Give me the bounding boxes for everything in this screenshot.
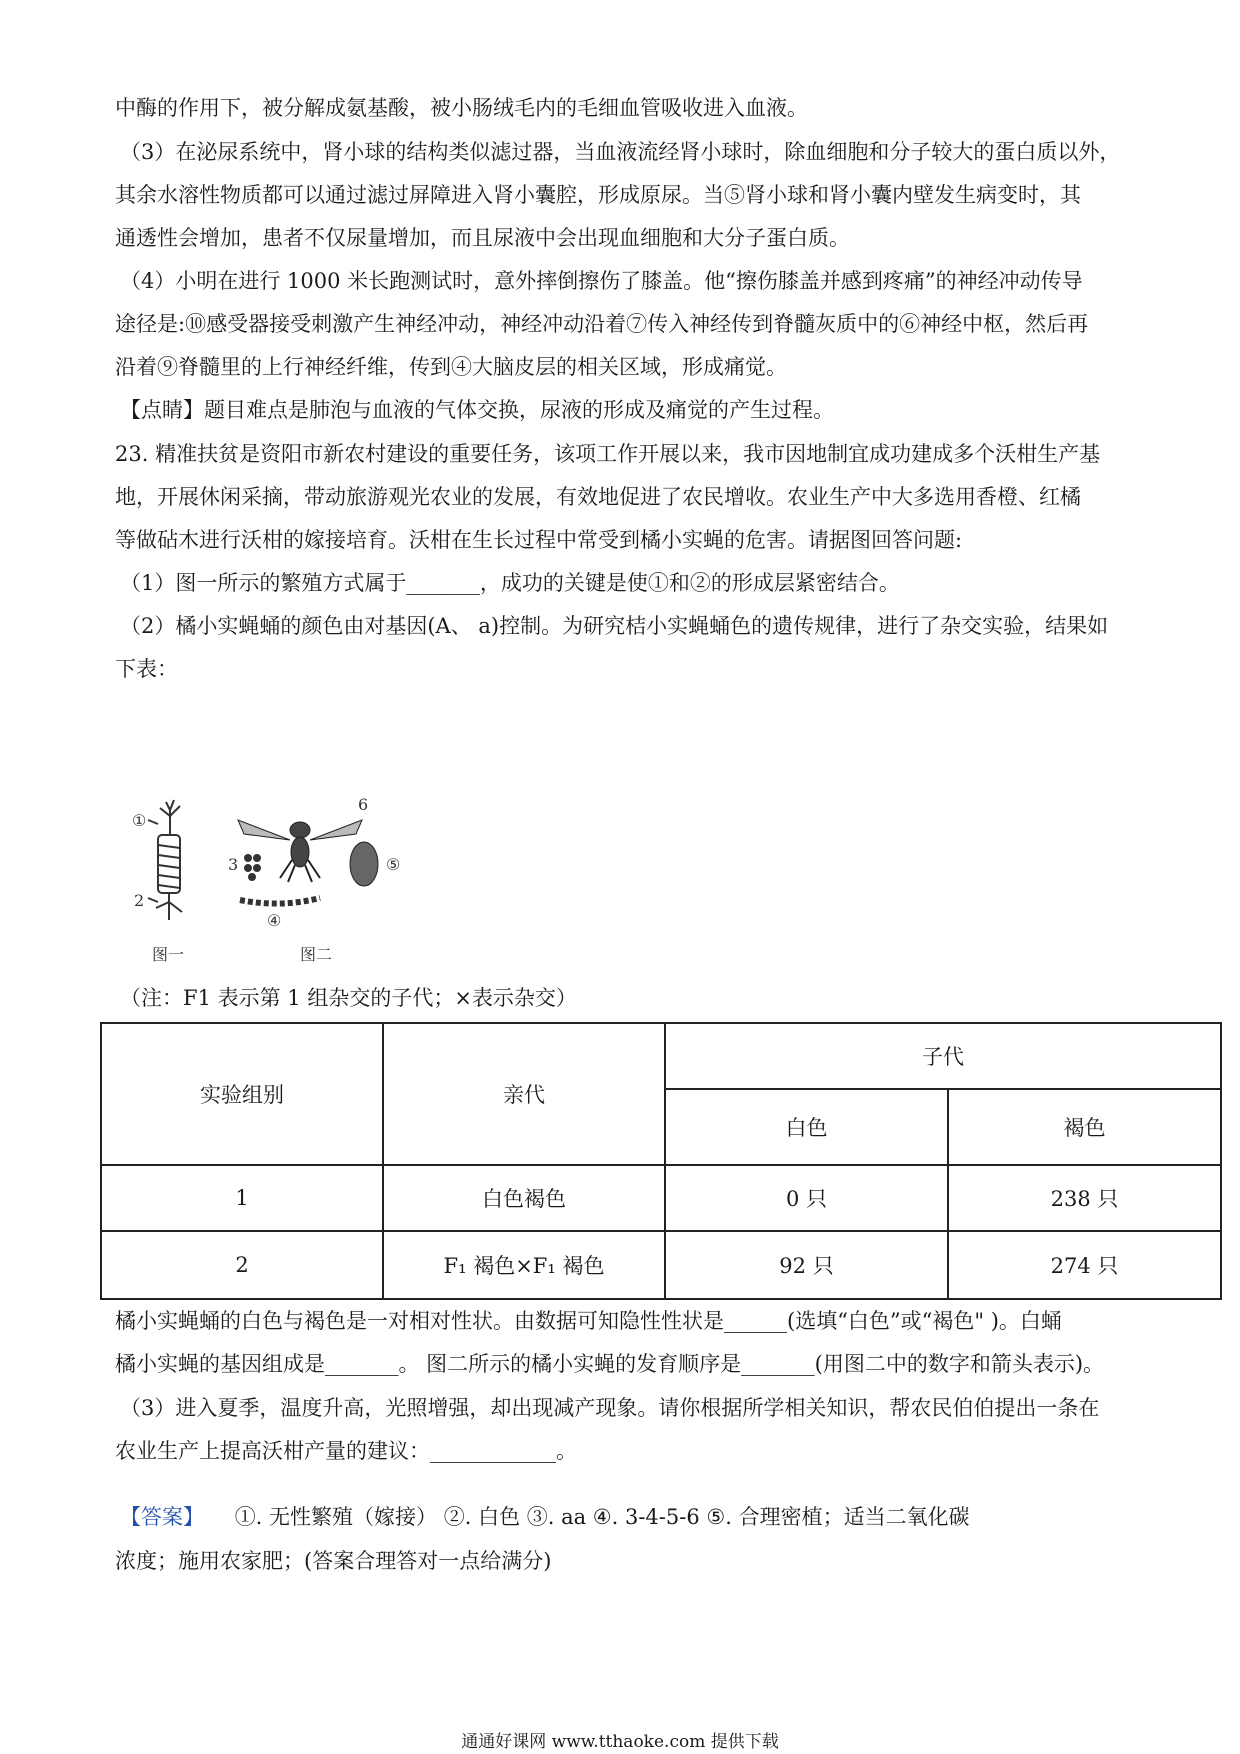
cell-white: 0 只 <box>665 1165 948 1231</box>
paragraph-line: 通透性会增加，患者不仅尿量增加，而且尿液中会出现血细胞和大分子蛋白质。 <box>115 226 850 250</box>
grafting-drawing <box>148 800 182 920</box>
header-offspring: 子代 <box>665 1023 1221 1089</box>
pupa-drawing <box>350 842 378 886</box>
figure-mark: 2 <box>134 891 145 910</box>
figure-mark: 3 <box>228 855 239 874</box>
page-footer: 通通好课网 www.tthaoke.com 提供下载 <box>461 1732 779 1752</box>
question-line: （1）图一所示的繁殖方式属于_______，成功的关键是使①和②的形成层紧密结合。 <box>120 571 900 595</box>
paragraph-line: 中酶的作用下，被分解成氨基酸，被小肠绒毛内的毛细血管吸收进入血液。 <box>115 96 808 120</box>
figure-illustration <box>130 790 420 940</box>
figure-mark: ④ <box>267 911 282 930</box>
paragraph-line: （4）小明在进行 1000 米长跑测试时，意外摔倒擦伤了膝盖。他“擦伤膝盖并感到疼痛”的神经冲动传导 <box>120 269 1083 293</box>
paragraph-line: 途径是:⑩感受器接受刺激产生神经冲动，神经冲动沿着⑦传入神经传到脊髓灰质中的⑥神经中枢，然后再 <box>115 312 1089 336</box>
paragraph-line: 沿着⑨脊髓里的上行神经纤维，传到④大脑皮层的相关区域，形成痛觉。 <box>115 355 787 379</box>
question-line: 等做砧木进行沃柑的嫁接培育。沃柑在生长过程中常受到橘小实蝇的危害。请据图回答问题: <box>115 528 963 552</box>
figure-mark: ① <box>132 811 147 830</box>
question-line: 农业生产上提高沃柑产量的建议：____________。 <box>115 1439 577 1463</box>
fly-drawing <box>238 820 362 882</box>
answer-label: 【答案】 <box>120 1505 204 1529</box>
answer-line <box>120 1502 1150 1532</box>
question-line: 下表： <box>115 657 178 681</box>
table-row <box>101 1165 1221 1231</box>
table-row <box>101 1231 1221 1299</box>
header-white: 白色 <box>665 1089 948 1165</box>
figure-mark: ⑤ <box>386 855 401 874</box>
question-line: 橘小实蝇的基因组成是_______。 图二所示的橘小实蝇的发育顺序是_______(用图二中的数字和箭头表示)。 <box>115 1352 1105 1376</box>
cell-group: 2 <box>101 1231 383 1299</box>
table-note: （注：F1 表示第 1 组杂交的子代；×表示杂交） <box>120 986 577 1010</box>
question-line: 23. 精准扶贫是资阳市新农村建设的重要任务，该项工作开展以来，我市因地制宜成功建成多个沃柑生产基 <box>115 442 1101 466</box>
cell-white: 92 只 <box>665 1231 948 1299</box>
header-group: 实验组别 <box>101 1023 383 1165</box>
paragraph-line: （3）在泌尿系统中，肾小球的结构类似滤过器，当血液流经肾小球时，除血细胞和分子较大的蛋白质以外， <box>120 140 1121 164</box>
cell-brown: 238 只 <box>948 1165 1221 1231</box>
hybridization-table <box>100 1022 1222 1300</box>
answer-line: 浓度；施用农家肥；(答案合理答对一点给满分) <box>115 1549 552 1573</box>
figure-mark: 6 <box>358 795 369 814</box>
figure-grafting-and-fly <box>130 790 420 970</box>
cell-parent: 白色褐色 <box>383 1165 665 1231</box>
paragraph-line: 其余水溶性物质都可以通过滤过屏障进入肾小囊腔，形成原尿。当⑤肾小球和肾小囊内壁发生病变时，其 <box>115 183 1081 207</box>
header-parent: 亲代 <box>383 1023 665 1165</box>
question-line: （2）橘小实蝇蛹的颜色由对基因(A、 a)控制。为研究桔小实蝇蛹色的遗传规律，进行了杂交实验，结果如 <box>120 614 1109 638</box>
cell-group: 1 <box>101 1165 383 1231</box>
cell-brown: 274 只 <box>948 1231 1221 1299</box>
question-line: 地，开展休闲采摘，带动旅游观光农业的发展，有效地促进了农民增收。农业生产中大多选用香橙、红橘 <box>115 485 1081 509</box>
figure-caption-2: 图二 <box>300 945 333 964</box>
larva-drawing <box>240 898 320 904</box>
question-line: 橘小实蝇蛹的白色与褐色是一对相对性状。由数据可知隐性性状是______(选填“白色”或“褐色" )。白蛹 <box>115 1309 1062 1333</box>
header-brown: 褐色 <box>948 1089 1221 1165</box>
cell-parent: F₁ 褐色×F₁ 褐色 <box>383 1231 665 1299</box>
question-line: （3）进入夏季，温度升高，光照增强，却出现减产现象。请你根据所学相关知识，帮农民伯伯提出一条在 <box>120 1396 1100 1420</box>
figure-caption-1: 图一 <box>152 945 185 964</box>
paragraph-line: 【点睛】题目难点是肺泡与血液的气体交换，尿液的形成及痛觉的产生过程。 <box>120 398 834 422</box>
answer-text: ①. 无性繁殖（嫁接） ②. 白色 ③. aa ④. 3-4-5-6 ⑤. 合理密植；适当二氧化碳 <box>234 1505 970 1529</box>
egg-cluster <box>244 854 261 881</box>
